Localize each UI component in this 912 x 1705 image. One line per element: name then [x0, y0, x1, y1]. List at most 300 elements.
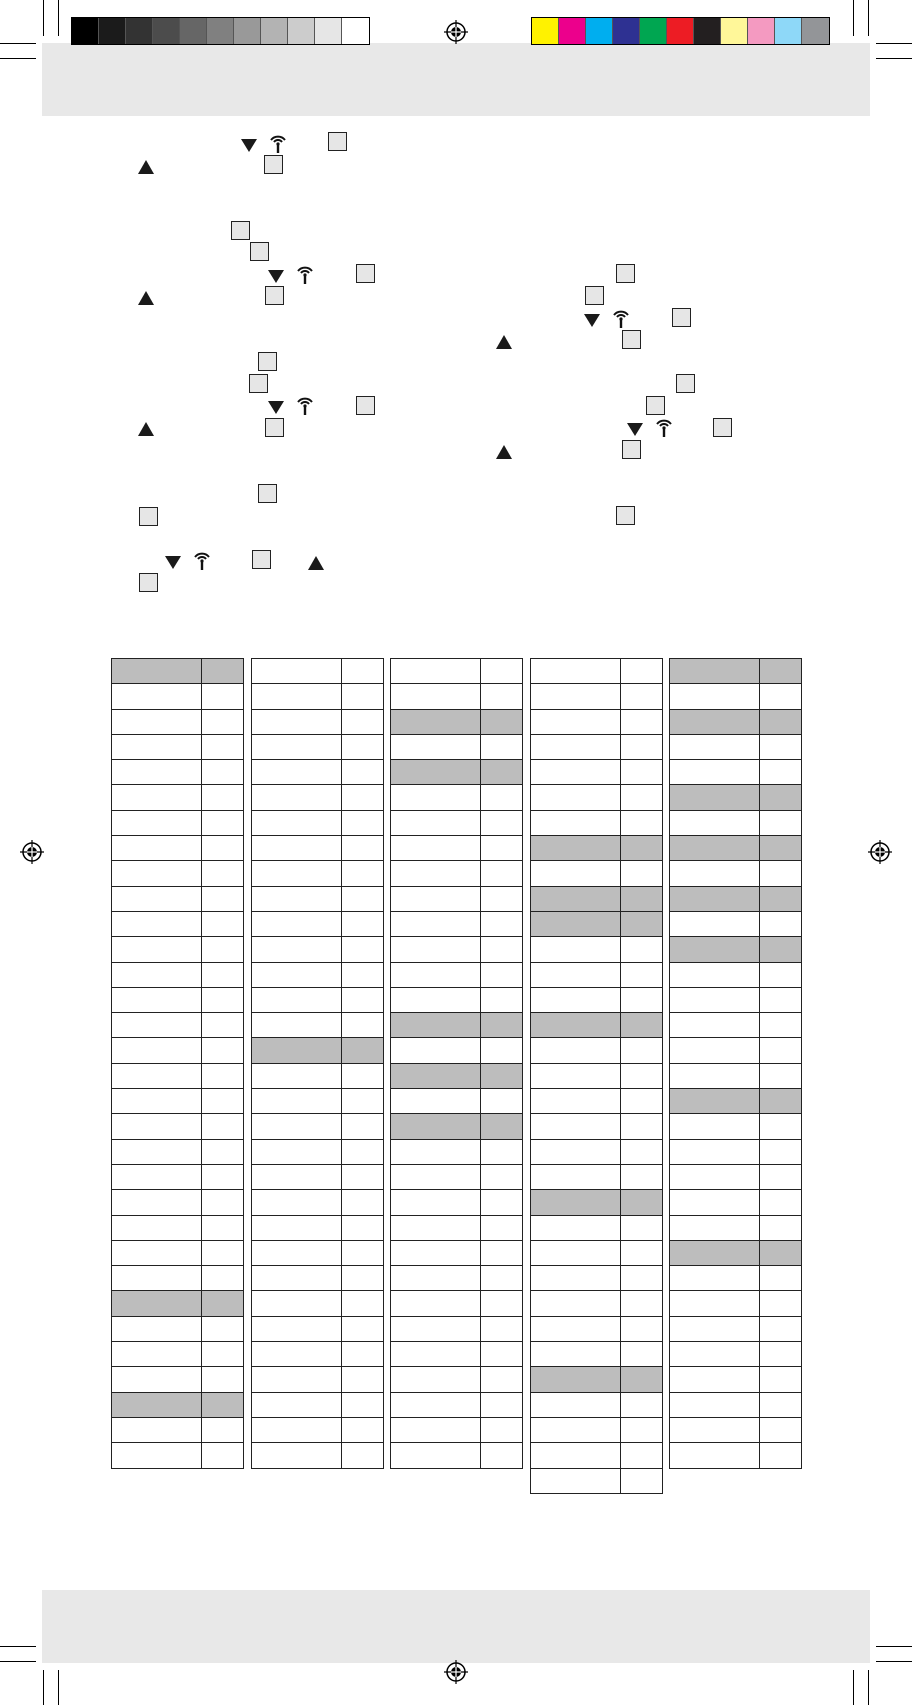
table-cell-label: [670, 911, 760, 936]
table-cell-value: [481, 659, 523, 684]
crop-mark: [0, 43, 36, 44]
table-row: [252, 1417, 384, 1442]
table-cell-label: [531, 987, 621, 1012]
table-cell-label: [391, 1063, 481, 1088]
table-cell-label: [670, 1417, 760, 1442]
antenna-icon: [192, 549, 212, 571]
table-row: [112, 734, 244, 759]
table-cell-value: [202, 836, 244, 861]
registration-mark-icon: [20, 840, 44, 864]
table-cell-label: [531, 1417, 621, 1442]
crop-mark: [58, 0, 59, 36]
color-swatch: [694, 18, 721, 44]
table-row: [252, 1063, 384, 1088]
table-row: [252, 760, 384, 785]
table-cell-label: [112, 1443, 202, 1468]
table-cell-value: [621, 785, 663, 810]
table-row: [252, 785, 384, 810]
table-cell-label: [391, 1342, 481, 1367]
table-cell-value: [760, 1114, 802, 1139]
up-triangle-icon: [138, 160, 154, 174]
table-cell-label: [531, 659, 621, 684]
parameter-table: [111, 658, 244, 1469]
button-box-icon: [258, 484, 277, 503]
table-row: [391, 810, 523, 835]
table-row: [670, 1063, 802, 1088]
table-cell-label: [112, 734, 202, 759]
table-row: [531, 1013, 663, 1038]
table-cell-label: [531, 886, 621, 911]
table-cell-label: [112, 1367, 202, 1392]
table-row: [670, 1190, 802, 1215]
table-row: [252, 1367, 384, 1392]
table-row: [670, 659, 802, 684]
button-box-icon: [356, 396, 375, 415]
table-row: [531, 962, 663, 987]
table-row: [252, 962, 384, 987]
table-row: [252, 1139, 384, 1164]
table-cell-label: [391, 987, 481, 1012]
table-row: [391, 962, 523, 987]
table-row: [391, 937, 523, 962]
table-row: [252, 1342, 384, 1367]
table-row: [112, 1190, 244, 1215]
table-cell-label: [112, 1089, 202, 1114]
table-row: [531, 1367, 663, 1392]
table-cell-value: [760, 1139, 802, 1164]
table-cell-value: [202, 911, 244, 936]
color-swatch: [721, 18, 748, 44]
table-row: [112, 659, 244, 684]
table-cell-value: [202, 1443, 244, 1468]
table-cell-label: [252, 1367, 342, 1392]
table-row: [391, 1013, 523, 1038]
table-row: [252, 1038, 384, 1063]
table-row: [252, 987, 384, 1012]
table-cell-label: [531, 810, 621, 835]
table-cell-label: [252, 886, 342, 911]
table-row: [112, 937, 244, 962]
table-cell-value: [481, 937, 523, 962]
table-row: [531, 1266, 663, 1291]
table-row: [112, 1316, 244, 1341]
button-box-icon: [676, 374, 695, 393]
table-cell-value: [481, 1266, 523, 1291]
table-cell-value: [481, 1013, 523, 1038]
table-cell-label: [670, 1342, 760, 1367]
registration-mark-icon: [868, 840, 892, 864]
table-row: [252, 1164, 384, 1189]
table-cell-label: [391, 861, 481, 886]
table-cell-label: [112, 1013, 202, 1038]
table-cell-label: [252, 962, 342, 987]
table-cell-value: [342, 937, 384, 962]
table-row: [112, 962, 244, 987]
table-cell-value: [342, 810, 384, 835]
table-cell-label: [252, 1215, 342, 1240]
table-row: [670, 1417, 802, 1442]
table-cell-label: [252, 1342, 342, 1367]
table-cell-value: [342, 1164, 384, 1189]
registration-mark-icon: [444, 20, 468, 44]
color-swatch: [802, 18, 829, 44]
table-cell-value: [202, 1342, 244, 1367]
crop-mark: [876, 43, 912, 44]
table-cell-label: [112, 1038, 202, 1063]
table-row: [531, 1240, 663, 1265]
table-row: [112, 760, 244, 785]
table-row: [670, 760, 802, 785]
table-cell-label: [391, 1139, 481, 1164]
color-swatch: [748, 18, 775, 44]
table-cell-label: [252, 937, 342, 962]
table-cell-label: [252, 1139, 342, 1164]
button-box-icon: [356, 264, 375, 283]
table-cell-label: [252, 1266, 342, 1291]
table-cell-value: [342, 1392, 384, 1417]
table-cell-value: [481, 1038, 523, 1063]
table-row: [391, 836, 523, 861]
button-box-icon: [231, 221, 250, 240]
table-cell-value: [481, 1063, 523, 1088]
table-row: [112, 886, 244, 911]
table-cell-value: [481, 836, 523, 861]
table-row: [670, 911, 802, 936]
table-row: [531, 785, 663, 810]
table-cell-label: [112, 836, 202, 861]
table-row: [531, 709, 663, 734]
color-swatch: [613, 18, 640, 44]
table-cell-value: [202, 659, 244, 684]
table-cell-label: [531, 861, 621, 886]
table-cell-value: [342, 1342, 384, 1367]
color-swatch: [640, 18, 667, 44]
table-row: [531, 684, 663, 709]
table-row: [112, 1013, 244, 1038]
table-row: [391, 1139, 523, 1164]
table-cell-label: [112, 987, 202, 1012]
table-cell-label: [531, 1291, 621, 1316]
table-row: [112, 861, 244, 886]
table-row: [670, 709, 802, 734]
table-cell-value: [621, 886, 663, 911]
table-cell-label: [670, 937, 760, 962]
table-cell-label: [112, 1342, 202, 1367]
table-row: [670, 1089, 802, 1114]
table-row: [252, 1291, 384, 1316]
table-cell-label: [670, 1443, 760, 1468]
table-row: [531, 1164, 663, 1189]
table-row: [252, 1190, 384, 1215]
table-cell-value: [342, 861, 384, 886]
table-cell-value: [202, 1164, 244, 1189]
table-cell-label: [252, 785, 342, 810]
table-cell-value: [342, 1013, 384, 1038]
table-cell-value: [481, 1215, 523, 1240]
table-cell-label: [670, 1240, 760, 1265]
table-cell-label: [252, 1190, 342, 1215]
table-row: [670, 810, 802, 835]
table-row: [391, 1089, 523, 1114]
table-cell-value: [621, 659, 663, 684]
table-cell-value: [342, 1215, 384, 1240]
table-cell-label: [531, 1063, 621, 1088]
table-cell-value: [202, 886, 244, 911]
table-cell-label: [112, 1114, 202, 1139]
table-cell-value: [342, 1038, 384, 1063]
table-cell-value: [621, 1089, 663, 1114]
table-row: [670, 1316, 802, 1341]
table-cell-value: [481, 1164, 523, 1189]
table-row: [112, 1417, 244, 1442]
antenna-icon: [268, 132, 288, 154]
table-row: [531, 1443, 663, 1468]
color-swatch: [775, 18, 802, 44]
table-cell-label: [531, 1468, 621, 1493]
table-cell-label: [112, 1190, 202, 1215]
button-box-icon: [616, 506, 635, 525]
table-row: [391, 1367, 523, 1392]
table-cell-value: [760, 760, 802, 785]
table-cell-label: [391, 886, 481, 911]
table-cell-value: [481, 1240, 523, 1265]
table-row: [252, 836, 384, 861]
table-cell-label: [252, 810, 342, 835]
table-cell-label: [531, 1266, 621, 1291]
table-cell-value: [621, 1038, 663, 1063]
table-cell-value: [621, 1342, 663, 1367]
table-row: [112, 1139, 244, 1164]
table-row: [252, 1443, 384, 1468]
table-cell-value: [481, 886, 523, 911]
table-cell-value: [621, 1266, 663, 1291]
table-cell-label: [391, 836, 481, 861]
table-row: [670, 836, 802, 861]
table-cell-label: [391, 1215, 481, 1240]
table-cell-value: [621, 1063, 663, 1088]
down-triangle-icon: [268, 270, 284, 283]
table-row: [112, 1342, 244, 1367]
up-triangle-icon: [496, 335, 512, 349]
table-cell-value: [481, 1139, 523, 1164]
table-row: [391, 709, 523, 734]
parameter-table: [390, 658, 523, 1469]
table-cell-value: [481, 1291, 523, 1316]
table-cell-label: [112, 911, 202, 936]
table-cell-label: [531, 1190, 621, 1215]
color-swatch: [99, 18, 126, 44]
table-row: [252, 1013, 384, 1038]
table-cell-value: [202, 861, 244, 886]
table-cell-value: [202, 684, 244, 709]
table-cell-label: [531, 1443, 621, 1468]
table-cell-label: [112, 1291, 202, 1316]
table-row: [670, 1215, 802, 1240]
table-cell-label: [670, 1139, 760, 1164]
table-row: [252, 1316, 384, 1341]
table-cell-value: [760, 1342, 802, 1367]
crop-mark: [0, 1661, 36, 1662]
table-row: [252, 659, 384, 684]
table-row: [531, 1139, 663, 1164]
table-cell-value: [481, 987, 523, 1012]
table-row: [391, 987, 523, 1012]
table-cell-label: [112, 1417, 202, 1442]
table-cell-value: [760, 1089, 802, 1114]
footer-band: [42, 1590, 870, 1663]
table-cell-value: [481, 1417, 523, 1442]
table-cell-value: [760, 1417, 802, 1442]
table-cell-label: [112, 962, 202, 987]
table-cell-value: [202, 1114, 244, 1139]
table-cell-label: [531, 911, 621, 936]
table-cell-value: [342, 659, 384, 684]
button-box-icon: [328, 132, 347, 151]
table-cell-label: [531, 684, 621, 709]
table-row: [531, 937, 663, 962]
table-cell-label: [670, 734, 760, 759]
table-cell-label: [670, 785, 760, 810]
table-cell-value: [342, 1266, 384, 1291]
table-cell-value: [481, 734, 523, 759]
table-cell-value: [202, 987, 244, 1012]
table-cell-value: [760, 1240, 802, 1265]
table-cell-value: [760, 911, 802, 936]
table-row: [391, 684, 523, 709]
button-box-icon: [258, 352, 277, 371]
table-cell-value: [342, 1114, 384, 1139]
table-row: [391, 1038, 523, 1063]
table-row: [112, 1089, 244, 1114]
table-cell-value: [621, 836, 663, 861]
color-swatch: [207, 18, 234, 44]
table-cell-label: [391, 709, 481, 734]
table-cell-value: [621, 1190, 663, 1215]
table-row: [670, 1367, 802, 1392]
table-cell-value: [342, 1139, 384, 1164]
table-row: [112, 1367, 244, 1392]
table-cell-label: [391, 1316, 481, 1341]
table-cell-label: [391, 1417, 481, 1442]
crop-mark: [876, 58, 912, 59]
color-swatch: [126, 18, 153, 44]
table-row: [391, 1443, 523, 1468]
table-cell-value: [202, 1089, 244, 1114]
table-cell-value: [342, 1291, 384, 1316]
color-swatch: [261, 18, 288, 44]
table-row: [112, 1215, 244, 1240]
table-cell-value: [342, 1443, 384, 1468]
table-row: [531, 1342, 663, 1367]
table-cell-value: [342, 836, 384, 861]
table-row: [531, 911, 663, 936]
table-cell-label: [531, 937, 621, 962]
table-cell-label: [391, 1164, 481, 1189]
table-row: [391, 1392, 523, 1417]
table-row: [112, 1266, 244, 1291]
table-cell-label: [391, 1392, 481, 1417]
table-cell-label: [252, 1089, 342, 1114]
table-cell-label: [670, 810, 760, 835]
table-cell-label: [391, 1443, 481, 1468]
table-cell-label: [252, 1291, 342, 1316]
table-cell-value: [760, 861, 802, 886]
table-cell-value: [760, 836, 802, 861]
table-row: [670, 1291, 802, 1316]
table-cell-label: [252, 861, 342, 886]
table-row: [112, 836, 244, 861]
table-cell-value: [481, 1443, 523, 1468]
header-band: [42, 43, 870, 116]
table-cell-label: [670, 836, 760, 861]
button-box-icon: [265, 418, 284, 437]
table-cell-label: [531, 1316, 621, 1341]
table-cell-label: [252, 836, 342, 861]
crop-mark: [853, 0, 854, 36]
table-cell-label: [252, 684, 342, 709]
table-cell-label: [391, 962, 481, 987]
table-cell-label: [252, 1240, 342, 1265]
button-box-icon: [585, 286, 604, 305]
table-row: [112, 684, 244, 709]
table-cell-value: [342, 760, 384, 785]
color-swatch: [342, 18, 369, 44]
crop-mark: [868, 0, 869, 36]
table-cell-label: [112, 861, 202, 886]
table-cell-value: [202, 1215, 244, 1240]
table-row: [112, 709, 244, 734]
table-cell-value: [760, 1291, 802, 1316]
table-cell-label: [670, 1367, 760, 1392]
table-cell-value: [760, 1164, 802, 1189]
crop-mark: [43, 0, 44, 36]
up-triangle-icon: [496, 445, 512, 459]
table-cell-value: [760, 937, 802, 962]
table-cell-value: [621, 709, 663, 734]
table-cell-value: [202, 709, 244, 734]
table-cell-value: [760, 1190, 802, 1215]
table-row: [391, 1164, 523, 1189]
table-cell-value: [621, 962, 663, 987]
table-cell-label: [670, 861, 760, 886]
antenna-icon: [295, 263, 315, 285]
parameter-table: [251, 658, 384, 1469]
color-swatch: [559, 18, 586, 44]
button-box-icon: [252, 550, 271, 569]
table-cell-value: [202, 1417, 244, 1442]
table-cell-label: [391, 684, 481, 709]
table-cell-value: [202, 1266, 244, 1291]
crop-mark: [58, 1670, 59, 1705]
table-cell-value: [621, 987, 663, 1012]
table-cell-label: [391, 1089, 481, 1114]
table-cell-value: [621, 861, 663, 886]
table-cell-label: [531, 1114, 621, 1139]
table-row: [391, 1215, 523, 1240]
crop-mark: [43, 1670, 44, 1705]
table-cell-value: [621, 1291, 663, 1316]
color-swatch: [234, 18, 261, 44]
table-row: [112, 1114, 244, 1139]
table-cell-label: [112, 760, 202, 785]
table-cell-value: [481, 911, 523, 936]
table-row: [531, 734, 663, 759]
table-cell-value: [621, 1240, 663, 1265]
table-row: [670, 937, 802, 962]
antenna-icon: [654, 416, 674, 438]
table-cell-value: [760, 810, 802, 835]
button-box-icon: [622, 330, 641, 349]
